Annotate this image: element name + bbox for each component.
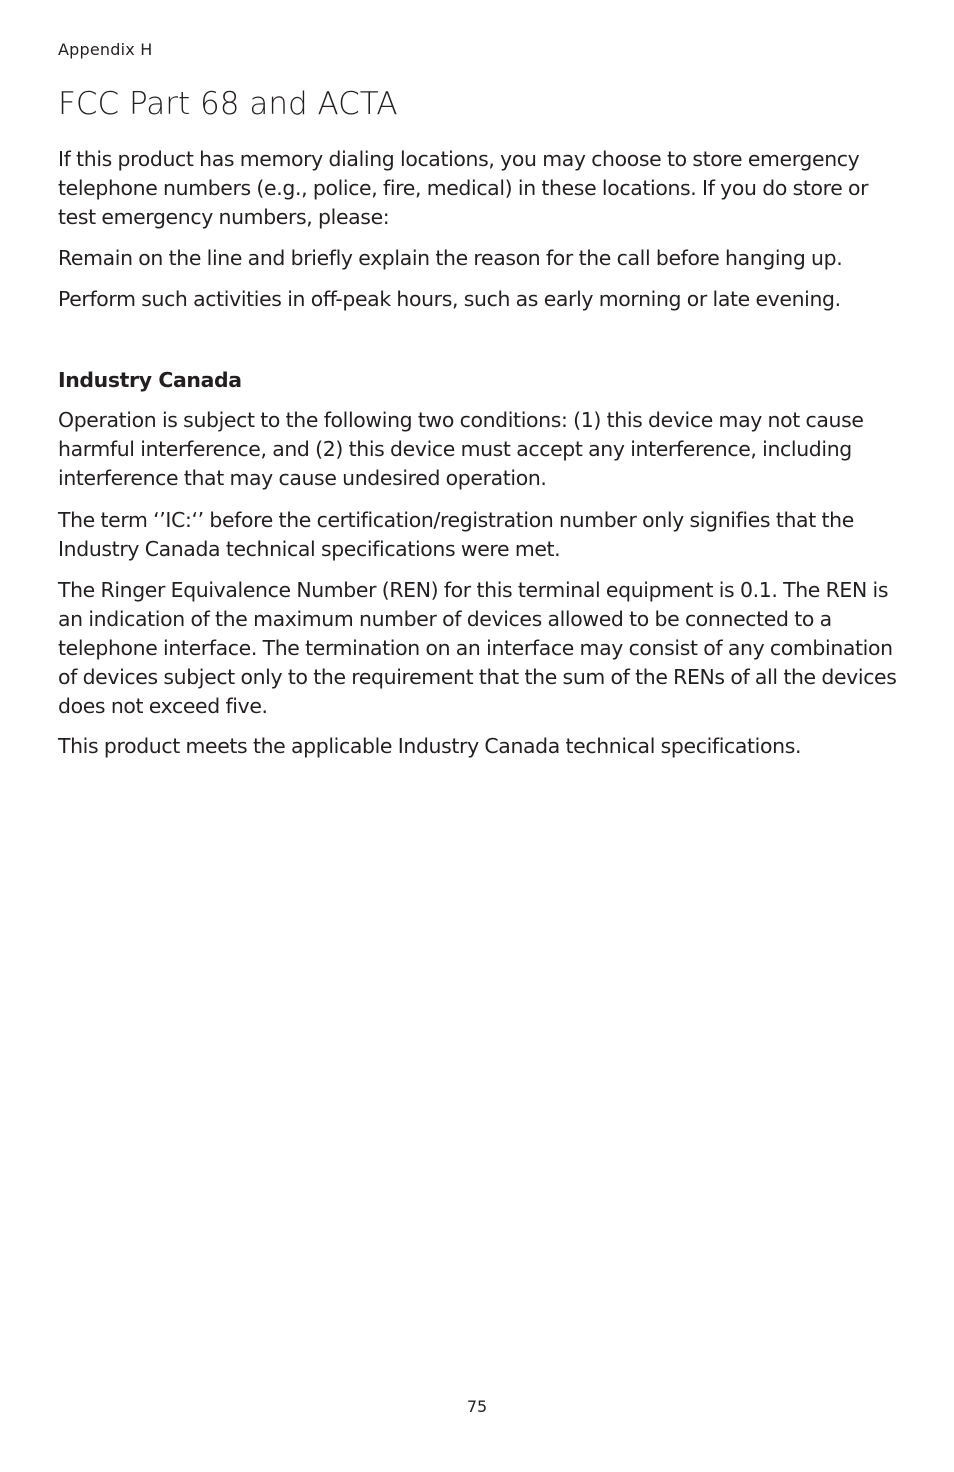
page-title: FCC Part 68 and ACTA [58, 86, 398, 122]
fcc-paragraph-remain-on-line: Remain on the line and briefly explain the reason for the call before hanging up. [58, 246, 843, 270]
section-heading-industry-canada: Industry Canada [58, 368, 242, 392]
running-head: Appendix H [58, 40, 153, 59]
fcc-paragraph-off-peak-hours: Perform such activities in off-peak hours, such as early morning or late evening. [58, 287, 841, 311]
fcc-paragraph-emergency-numbers: If this product has memory dialing locations, you may choose to store emergency telephone numbers (e.g., police, fire, medical) in these locations. If you do store or test emergency numbers, please: [58, 147, 869, 229]
ic-paragraph-ren: The Ringer Equivalence Number (REN) for this terminal equipment is 0.1. The REN is an indication of the maximum number of devices allowed to be connected to a telephone interface. The termination on an interface may consist of any combination of devices subject only to the requirement that the sum of the RENs of all the devices does not exceed five. [58, 578, 897, 718]
ic-paragraph-ic-term: The term ‘’IC:‘’ before the certification/registration number only signifies that the Industry Canada technical specifications were met. [58, 508, 854, 561]
ic-paragraph-specifications-met: This product meets the applicable Industry Canada technical specifications. [58, 734, 802, 758]
ic-paragraph-operation-conditions: Operation is subject to the following two conditions: (1) this device may not cause harmful interference, and (2) this device must accept any interference, including interference that may cause undesired operation. [58, 408, 864, 490]
page-number: 75 [466, 1397, 488, 1416]
